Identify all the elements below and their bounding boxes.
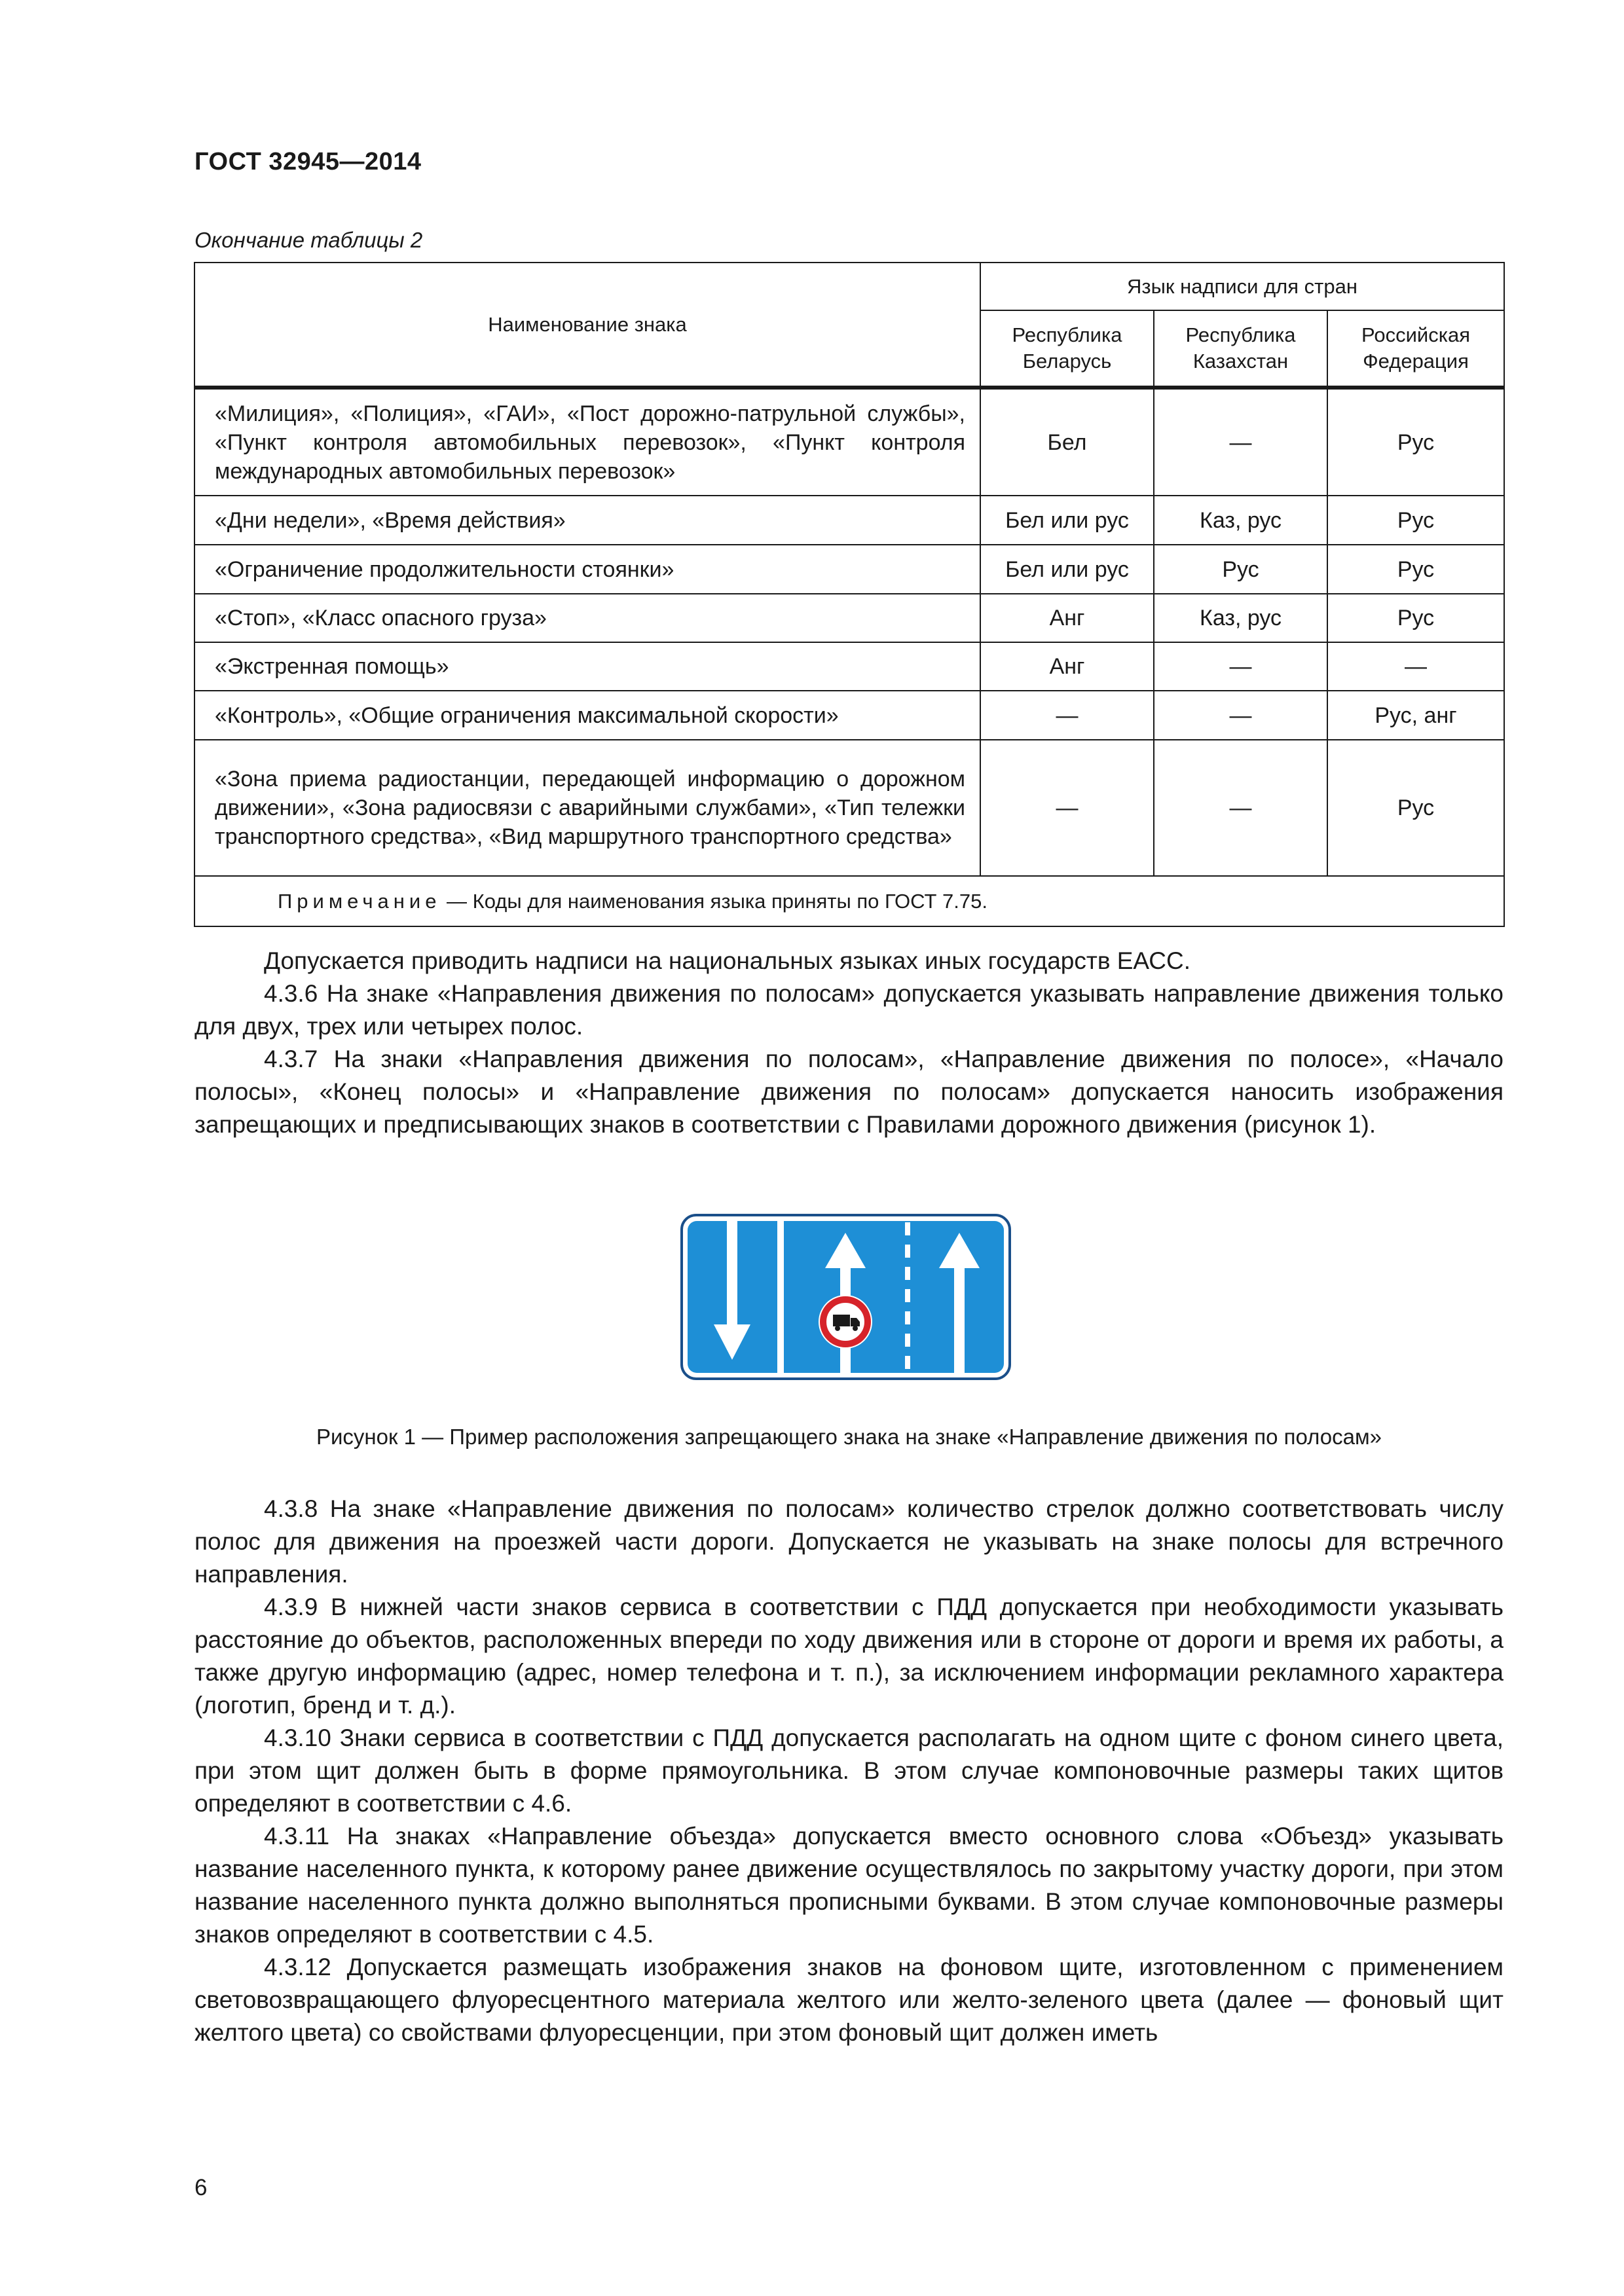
- belarus-cell: Бел: [980, 388, 1154, 496]
- table-row: [194, 642, 1504, 691]
- table-note-row: [194, 876, 1504, 926]
- table-row: [194, 545, 1504, 594]
- belarus-cell: Анг: [980, 594, 1154, 642]
- kazakhstan-cell: Каз, рус: [1154, 496, 1327, 545]
- paragraph-4-3-12: 4.3.12 Допускается размещать изображения знаков на фоновом щите, изготовленном с применением световозвращающего флуоресцентного материала желтого или желто-зеленого цвета (далее — фоновый щит желтого цвета) со свойствами флуоресценции, при этом фоновый щит должен иметь: [194, 1954, 1504, 2046]
- sign-name-cell: «Контроль», «Общие ограничения максимальной скорости»: [194, 691, 980, 740]
- column-header-belarus: Республика Беларусь: [980, 310, 1154, 388]
- belarus-cell: Бел или рус: [980, 545, 1154, 594]
- kazakhstan-cell: Каз, рус: [1154, 594, 1327, 642]
- paragraph-4-3-8: 4.3.8 На знаке «Направление движения по полосам» количество стрелок должно соответствовать числу полос для движения на проезжей части дороги. Допускается не указывать на знаке полосы для встречного направления.: [194, 1495, 1504, 1588]
- table-note: [194, 876, 1504, 926]
- russia-cell: Рус: [1327, 740, 1504, 876]
- document-header: ГОСТ 32945—2014: [194, 148, 422, 175]
- column-header-kazakhstan: Республика Казахстан: [1154, 310, 1327, 388]
- paragraph-4-3-11: 4.3.11 На знаках «Направление объезда» допускается вместо основного слова «Объезд» указывать название населенного пункта, к которому ранее движение осуществлялось по закрытому участку дороги, при этом название населенного пункта должно выполняться прописными буквами. В этом случае компоновочные размеры знаков определяют в соответствии с 4.5.: [194, 1823, 1504, 1948]
- russia-cell: Рус: [1327, 545, 1504, 594]
- table-row: [194, 388, 1504, 496]
- kazakhstan-cell: —: [1154, 691, 1327, 740]
- table-row: [194, 740, 1504, 876]
- belarus-cell: —: [980, 740, 1154, 876]
- paragraph-4-3-9: 4.3.9 В нижней части знаков сервиса в соответствии с ПДД допускается при необходимости указывать расстояние до объектов, расположенных впереди по ходу движения или в стороне от дороги и время их работы, а также другую информацию (адрес, номер телефона и т. п.), за исключением информации рекламного характера (логотип, бренд и т. д.).: [194, 1594, 1504, 1719]
- table-caption: Окончание таблицы 2: [194, 228, 423, 252]
- sign-name-cell: «Милиция», «Полиция», «ГАИ», «Пост дорожно-патрульной службы», «Пункт контроля автомобильных перевозок», «Пункт контроля международных автомобильных перевозок»: [194, 388, 980, 496]
- sign-name-cell: «Дни недели», «Время действия»: [194, 496, 980, 545]
- note-text: — Коды для наименования языка приняты по ГОСТ 7.75.: [441, 889, 988, 913]
- paragraph-4-3-7: 4.3.7 На знаки «Направления движения по полосам», «Направление движения по полосе», «Начало полосы», «Конец полосы» и «Направление движения по полосам» допускается наносить изображения запрещающих и предписывающих знаков в соответствии с Правилами дорожного движения (рисунок 1).: [194, 1046, 1504, 1138]
- belarus-cell: Анг: [980, 642, 1154, 691]
- column-header-russia: Российская Федерация: [1327, 310, 1504, 388]
- table-row: [194, 594, 1504, 642]
- belarus-cell: Бел или рус: [980, 496, 1154, 545]
- table-2: [194, 262, 1505, 927]
- column-header-language-group: Язык надписи для стран: [980, 263, 1504, 310]
- figure-1-caption: Рисунок 1 — Пример расположения запрещающего знака на знаке «Направление движения по полосам»: [316, 1425, 1382, 1449]
- sign-name-cell: «Ограничение продолжительности стоянки»: [194, 545, 980, 594]
- table-row: [194, 496, 1504, 545]
- sign-name-cell: «Зона приема радиостанции, передающей информацию о дорожном движении», «Зона радиосвязи с аварийными службами», «Тип тележки транспортного средства», «Вид маршрутного транспортного средства»: [194, 740, 980, 876]
- belarus-cell: —: [980, 691, 1154, 740]
- paragraph-national-languages: Допускается приводить надписи на национальных языках иных государств ЕАСС.: [264, 947, 1191, 974]
- note-label: Примечание: [278, 889, 441, 913]
- russia-cell: Рус, анг: [1327, 691, 1504, 740]
- sign-name-cell: «Экстренная помощь»: [194, 642, 980, 691]
- kazakhstan-cell: —: [1154, 740, 1327, 876]
- page-number: 6: [194, 2175, 208, 2200]
- russia-cell: Рус: [1327, 496, 1504, 545]
- solid-lane-divider: [777, 1221, 784, 1373]
- russia-cell: Рус: [1327, 388, 1504, 496]
- sign-name-cell: «Стоп», «Класс опасного груза»: [194, 594, 980, 642]
- russia-cell: —: [1327, 642, 1504, 691]
- russia-cell: Рус: [1327, 594, 1504, 642]
- column-header-sign-name: Наименование знака: [194, 263, 980, 388]
- kazakhstan-cell: —: [1154, 642, 1327, 691]
- paragraph-4-3-6: 4.3.6 На знаке «Направления движения по полосам» допускается указывать направление движения только для двух, трех или четырех полос.: [194, 980, 1504, 1040]
- table-row: [194, 691, 1504, 740]
- lane-direction-sign-figure: [680, 1213, 1012, 1381]
- kazakhstan-cell: —: [1154, 388, 1327, 496]
- kazakhstan-cell: Рус: [1154, 545, 1327, 594]
- paragraph-4-3-10: 4.3.10 Знаки сервиса в соответствии с ПДД допускается располагать на одном щите с фоном синего цвета, при этом щит должен быть в форме прямоугольника. В этом случае компоновочные размеры таких щитов определяют в соответствии с 4.6.: [194, 1724, 1504, 1817]
